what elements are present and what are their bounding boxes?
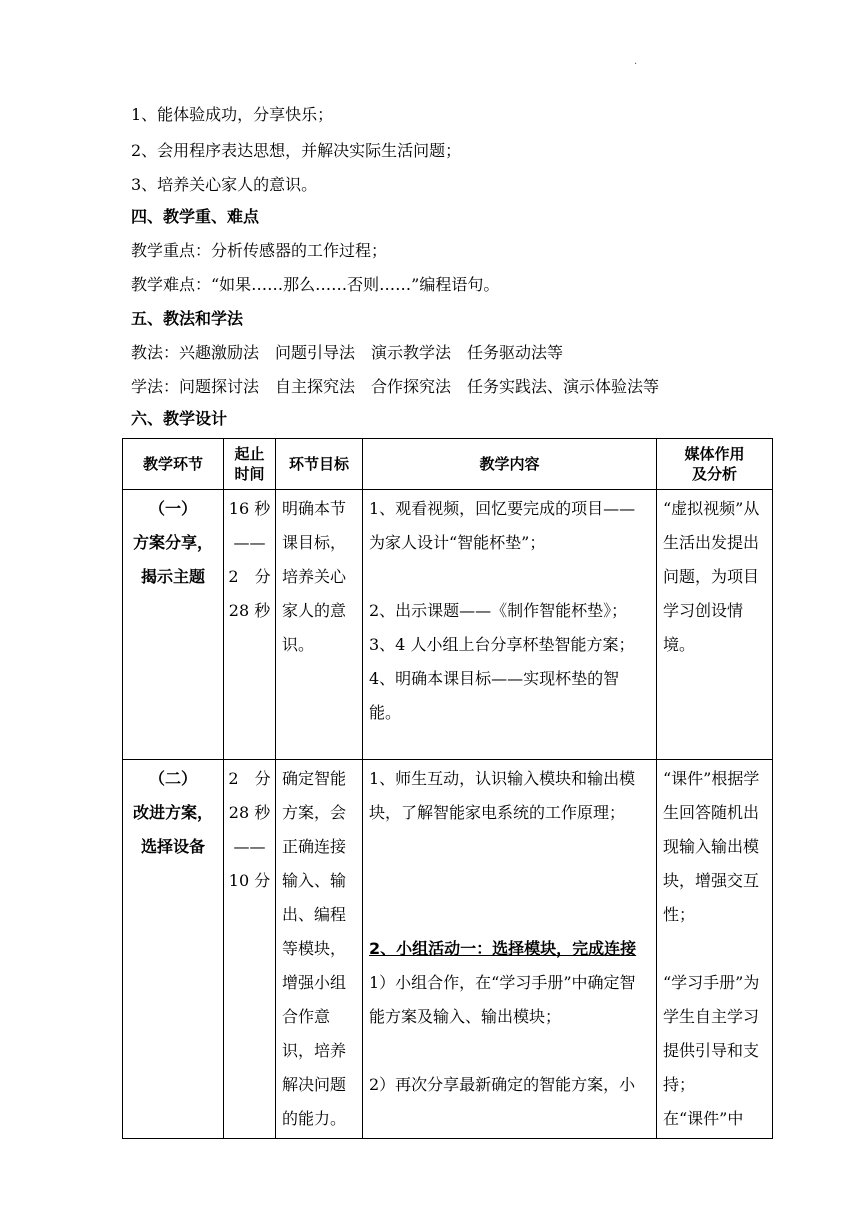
activity-heading: 2、小组活动一：选择模块，完成连接 [369,939,637,958]
header-stage: 教学环节 [123,439,224,490]
goal-item: 3、培养关心家人的意识。 [131,175,318,194]
header-time: 起止 时间 [224,439,276,490]
header-goal: 环节目标 [276,439,363,490]
teaching-method-text: 教法：兴趣激励法 问题引导法 演示教学法 任务驱动法等 [131,343,564,362]
stage-cell: （二） 改进方案， 选择设备 [123,760,224,1139]
content-cell: 1、观看视频，回忆要完成的项目——为家人设计“智能杯垫”； 2、出示课题——《制作智能杯垫》； 3、4 人小组上台分享杯垫智能方案； 4、明确本课目标——实现杯垫的智能。 [363,490,657,760]
section-heading: 四、教学重、难点 [131,207,260,226]
goal-cell: 确定智能方案，会正确连接输入、输出、编程等模块，增强小组合作意识，培养解决问题的能力。 [276,760,363,1139]
table-row [123,490,773,760]
goal-item: 2、会用程序表达思想，并解决实际生活问题； [131,141,462,160]
time-cell: 16 秒 —— 2 分 28 秒 [224,490,276,760]
teaching-design-table [122,438,773,1139]
page-mark: . [634,56,638,67]
section-heading: 六、教学设计 [131,409,228,428]
media-cell: “课件”根据学生回答随机出现输入输出模块，增强交互性； “学习手册”为学生自主学习提供引导和支持； 在“课件”中 [657,760,773,1139]
header-media: 媒体作用 及分析 [657,439,773,490]
key-point-text: 教学重点：分析传感器的工作过程； [131,241,388,260]
content-cell: 1、师生互动，认识输入模块和输出模块，了解智能家电系统的工作原理； 2、小组活动一：选择模块，完成连接 1）小组合作，在“学习手册”中确定智能方案及输入、输出模块； 2）再次分享最新确定的智能方案，小 [363,760,657,1139]
goal-item: 1、能体验成功，分享快乐； [131,105,334,124]
table-header-row [123,439,773,490]
stage-cell: （一） 方案分享， 揭示主题 [123,490,224,760]
difficulty-text: 教学难点：“如果……那么……否则……”编程语句。 [131,275,500,294]
media-cell: “虚拟视频”从生活出发提出问题，为项目学习创设情境。 [657,490,773,760]
learning-method-text: 学法：问题探讨法 自主探究法 合作探究法 任务实践法、演示体验法等 [131,377,660,396]
goal-cell: 明确本节课目标，培养关心家人的意识。 [276,490,363,760]
header-content: 教学内容 [363,439,657,490]
section-heading: 五、教法和学法 [131,309,244,328]
time-cell: 2 分 28 秒 —— 10 分 [224,760,276,1139]
table-row [123,760,773,1139]
